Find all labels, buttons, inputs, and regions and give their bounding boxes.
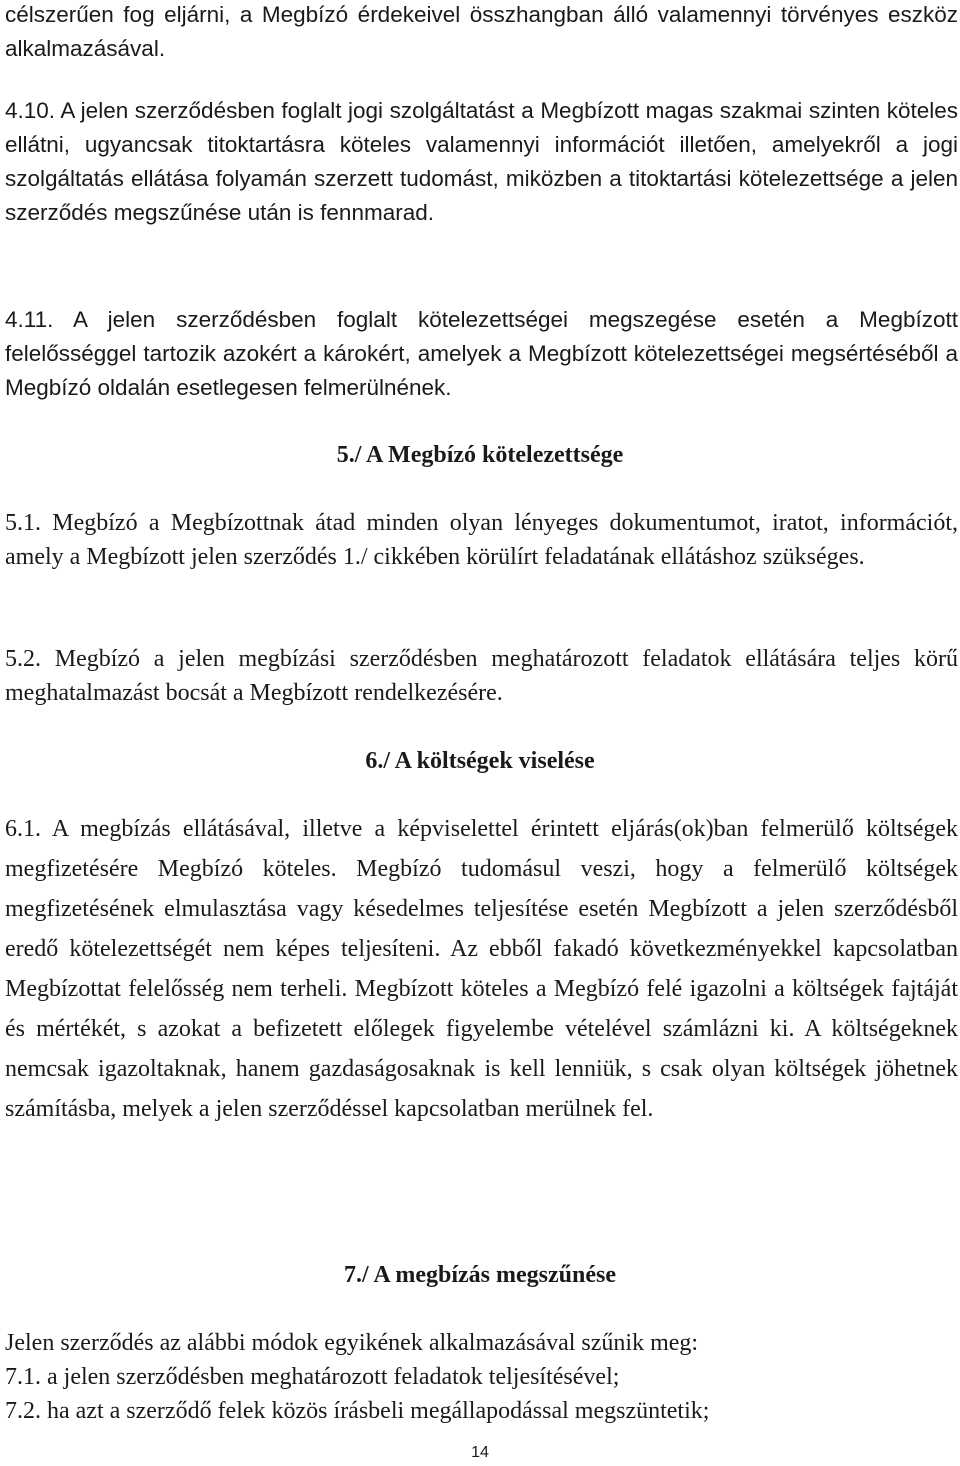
line-7-1: 7.1. a jelen szerződésben meghatározott feladatok teljesítésével; (5, 1364, 620, 1390)
section-heading-5: 5./ A Megbízó kötelezettsége (336, 442, 624, 468)
line-7-2: 7.2. ha azt a szerződő felek közös írásbeli megállapodással megszüntetik; (5, 1398, 710, 1424)
paragraph-7-intro (5, 1326, 958, 1428)
intro-paragraph: célszerűen fog eljárni, a Megbízó érdekeivel összhangban álló valamennyi törvényes eszköz alkalmazásával. (5, 2, 958, 61)
section-heading-7: 7./ A megbízás megszűnése (344, 1262, 616, 1288)
line-7-intro: Jelen szerződés az alábbi módok egyikének alkalmazásával szűnik meg: (5, 1330, 699, 1356)
paragraph-6-1: 6.1. A megbízás ellátásával, illetve a képviselettel érintett eljárás(ok)ban felmerülő költségek megfizetésére Megbízó köteles. Megbízó tudomásul veszi, hogy a felmerülő költségek megfizetésének elmulasztása vagy késedelmes teljesítése esetén Megbízott a jelen szerződésből eredő kötelezettségét nem képes teljesíteni. Az ebből fakadó következményekkel kapcsolatban Megbízottat felelősség nem terheli. Megbízott köteles a Megbízó felé igazolni a költségek fajtáját és mértékét, s azokat a befizetett előlegek figyelembe vételével számlázni ki. A költségeknek nemcsak igazoltaknak, hanem gazdaságosaknak is kell lenniük, s csak olyan költségek jöhetnek számításba, melyek a jelen szerződéssel kapcsolatban merülnek fel. (5, 816, 958, 1122)
paragraph-5-1: 5.1. Megbízó a Megbízottnak átad minden olyan lényeges dokumentumot, iratot, információt, amely a Megbízott jelen szerződés 1./ cikkében körülírt feladatának ellátáshoz szükséges. (5, 510, 958, 570)
paragraph-4-11: 4.11. A jelen szerződésben foglalt kötelezettségei megszegése esetén a Megbízott felelősséggel tartozik azokért a károkért, amelyek a Megbízott kötelezettségei megsértéséből a Megbízó oldalán esetlegesen felmerülnének. (5, 307, 958, 400)
page-number: 14 (471, 1444, 489, 1461)
paragraph-4-10: 4.10. A jelen szerződésben foglalt jogi szolgáltatást a Megbízott magas szakmai szinten köteles ellátni, ugyancsak titoktartásra köteles valamennyi információt illetően, amelyekről a jogi szolgáltatás ellátása folyamán szerzett tudomást, miközben a titoktartási kötelezettsége a jelen szerződés megszűnése után is fennmarad. (5, 98, 958, 225)
paragraph-5-2: 5.2. Megbízó a jelen megbízási szerződésben meghatározott feladatok ellátására teljes körű meghatalmazást bocsát a Megbízott rendelkezésére. (5, 646, 958, 706)
section-heading-6: 6./ A költségek viselése (365, 748, 595, 774)
